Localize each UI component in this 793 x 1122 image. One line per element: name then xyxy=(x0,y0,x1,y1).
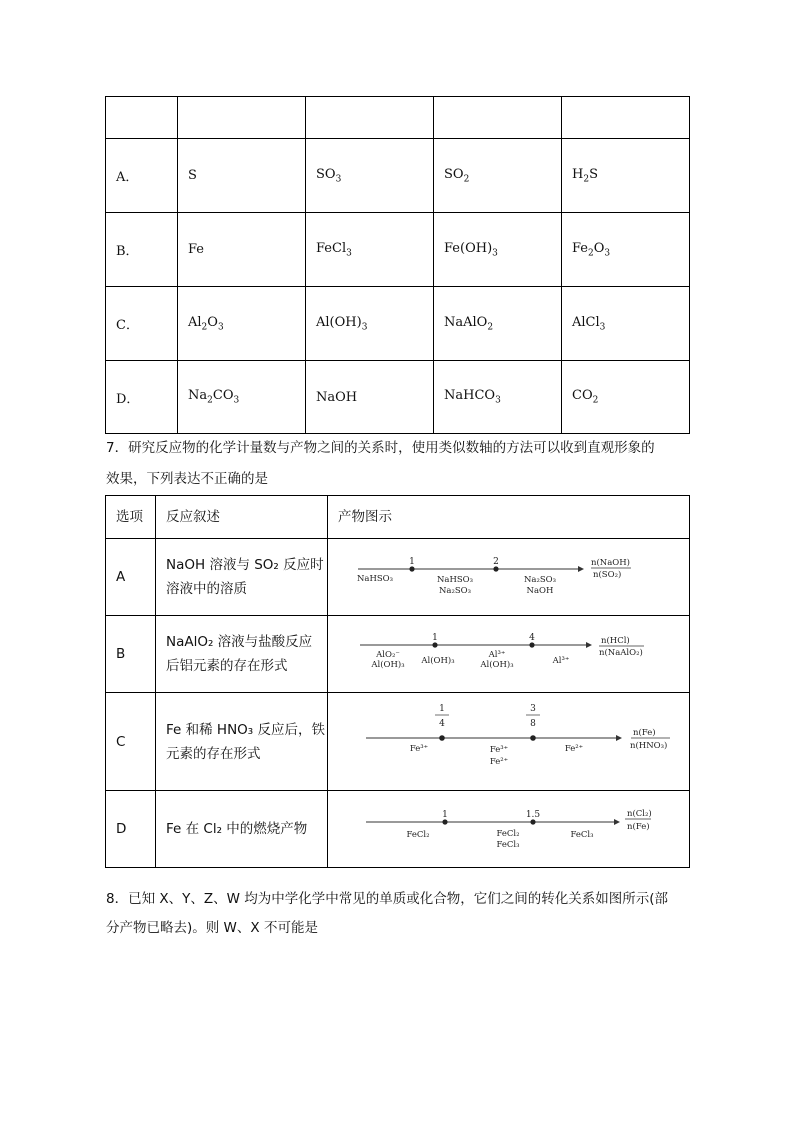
region-label: Fe³⁺ xyxy=(489,745,509,755)
compound-cell: NaHCO$_3$ xyxy=(434,361,562,434)
compound-cell: $SO_2$ xyxy=(434,139,562,213)
header-cell xyxy=(106,97,178,139)
compound-cell: S xyxy=(178,139,306,213)
question-7-line-1: 7．研究反应物的化学计量数与产物之间的关系时，使用类似数轴的方法可以收到直观形象的 xyxy=(106,440,655,456)
header-cell xyxy=(178,97,306,139)
table-row xyxy=(106,693,690,791)
compound-cell: $SO_3$ xyxy=(306,139,434,213)
compound-cell: FeCl$_3$ xyxy=(306,213,434,287)
description-line: Fe 在 Cl₂ 中的燃烧产物 xyxy=(166,821,308,837)
tick-point xyxy=(530,735,536,741)
axis-numerator: n(HCl) xyxy=(601,636,630,646)
region-label: Na₂SO₃ xyxy=(438,586,472,596)
axis-numerator: n(Fe) xyxy=(633,728,656,738)
axis-denominator: n(HNO₃) xyxy=(630,741,668,751)
question-7-text xyxy=(106,433,691,495)
region-label: Fe³⁺ xyxy=(409,744,429,754)
header-option: 选项 xyxy=(106,496,156,539)
header-description: 反应叙述 xyxy=(156,496,328,539)
question-8-line-2: 分产物已略去)。则 W、X 不可能是 xyxy=(106,920,318,936)
compound-cell: $Fe(OH)_3$ xyxy=(434,213,562,287)
number-line-figure-a xyxy=(328,539,689,611)
header-cell xyxy=(306,97,434,139)
option-label: B． xyxy=(106,213,178,287)
tick-point xyxy=(432,642,437,647)
compound-cell: $H_2S$ xyxy=(562,139,690,213)
reaction-description xyxy=(156,616,328,693)
option-label: A xyxy=(106,539,156,616)
question-7-line-2: 效果，下列表达不正确的是 xyxy=(106,471,268,487)
compound-cell: NaAlO$_2$ xyxy=(434,287,562,361)
tick-label: 1 xyxy=(432,633,438,643)
option-label: C xyxy=(106,693,156,791)
figure-cell xyxy=(328,791,690,868)
compound-cell: $Na_2CO_3$ xyxy=(178,361,306,434)
option-label: D xyxy=(106,791,156,868)
axis-numerator: n(Cl₂) xyxy=(627,809,652,819)
table-row xyxy=(106,287,690,361)
arrow-head xyxy=(578,566,584,572)
number-line-figure-b xyxy=(328,616,689,688)
figure-cell xyxy=(328,693,690,791)
region-label: Al(OH)₃ xyxy=(371,660,405,670)
region-label: NaOH xyxy=(526,586,554,596)
compound-cell: NaOH xyxy=(306,361,434,434)
question-8-text xyxy=(106,885,691,943)
description-line: NaOH 溶液与 SO₂ 反应时 xyxy=(166,557,324,573)
tick-label: 1 xyxy=(409,557,415,567)
number-line-figure-c xyxy=(328,693,689,786)
header-figure: 产物图示 xyxy=(328,496,690,539)
region-label: Al³⁺ xyxy=(552,656,570,666)
number-line-figure-d xyxy=(328,791,689,863)
axis-denominator: n(Fe) xyxy=(627,822,650,832)
figure-cell xyxy=(328,616,690,693)
tick-label: 3 xyxy=(530,704,536,714)
tick-label: 1.5 xyxy=(525,810,541,820)
compound-cell: AlCl$_3$ xyxy=(562,287,690,361)
axis-denominator: n(SO₂) xyxy=(593,570,622,580)
tick-label: 2 xyxy=(493,557,499,567)
option-label: C． xyxy=(106,287,178,361)
tick-point xyxy=(409,566,414,571)
table-row xyxy=(106,213,690,287)
arrow-head xyxy=(614,819,620,825)
question-8-line-1: 8．已知 X、Y、Z、W 均为中学化学中常见的单质或化合物，它们之间的转化关系如图所示(部 xyxy=(106,891,669,907)
compound-cell: $CO_2$ xyxy=(562,361,690,434)
region-label: FeCl₂ xyxy=(406,830,430,840)
tick-point xyxy=(530,819,535,824)
header-cell xyxy=(434,97,562,139)
table-row xyxy=(106,539,690,616)
region-label: FeCl₃ xyxy=(570,830,594,840)
description-line: 元素的存在形式 xyxy=(166,745,261,762)
table-header-row xyxy=(106,97,690,139)
option-label: A． xyxy=(106,139,178,213)
table-row xyxy=(106,361,690,434)
table-header-row xyxy=(106,496,690,539)
region-label: Na₂SO₃ xyxy=(523,575,557,585)
compound-cell: $Fe_2O_3$ xyxy=(562,213,690,287)
tick-label: 1 xyxy=(442,810,448,820)
tick-point xyxy=(493,566,498,571)
reaction-description xyxy=(156,693,328,791)
region-label: FeCl₃ xyxy=(496,840,520,850)
axis-numerator: n(NaOH) xyxy=(591,558,630,568)
table-row xyxy=(106,139,690,213)
description-line: 后铝元素的存在形式 xyxy=(166,658,288,674)
tick-point xyxy=(439,735,445,741)
option-label: D． xyxy=(106,361,178,434)
compound-cell: $Al_2O_3$ xyxy=(178,287,306,361)
table-compound-options xyxy=(105,96,690,434)
table-number-line xyxy=(105,495,690,868)
table-row xyxy=(106,791,690,868)
region-label: AlO₂⁻ xyxy=(376,650,400,660)
region-label: Fe²⁺ xyxy=(564,744,584,754)
header-cell xyxy=(562,97,690,139)
arrow-head xyxy=(586,642,592,648)
arrow-head xyxy=(616,735,622,741)
reaction-description xyxy=(156,539,328,616)
tick-label: 4 xyxy=(439,719,445,729)
tick-label: 8 xyxy=(530,719,536,729)
description-line: Fe 和稀 HNO₃ 反应后，铁 xyxy=(166,721,325,738)
region-label: Fe²⁺ xyxy=(489,757,509,767)
axis-denominator: n(NaAlO₂) xyxy=(599,648,643,658)
region-label: NaHSO₃ xyxy=(436,575,474,585)
option-label: B xyxy=(106,616,156,693)
region-label: Al(OH)₃ xyxy=(421,656,455,666)
region-label: FeCl₂ xyxy=(496,829,520,839)
description-line: NaAlO₂ 溶液与盐酸反应 xyxy=(166,634,313,650)
tick-label: 4 xyxy=(529,633,535,643)
region-label: NaHSO₃ xyxy=(356,574,394,584)
region-label: Al³⁺ xyxy=(488,650,506,660)
reaction-description xyxy=(156,791,328,868)
tick-label: 1 xyxy=(439,704,445,714)
figure-cell xyxy=(328,539,690,616)
tick-point xyxy=(442,819,447,824)
region-label: Al(OH)₃ xyxy=(480,660,514,670)
tick-point xyxy=(529,642,534,647)
compound-cell: Fe xyxy=(178,213,306,287)
description-line: 溶液中的溶质 xyxy=(166,581,247,597)
compound-cell: $Al(OH)_3$ xyxy=(306,287,434,361)
table-row xyxy=(106,616,690,693)
